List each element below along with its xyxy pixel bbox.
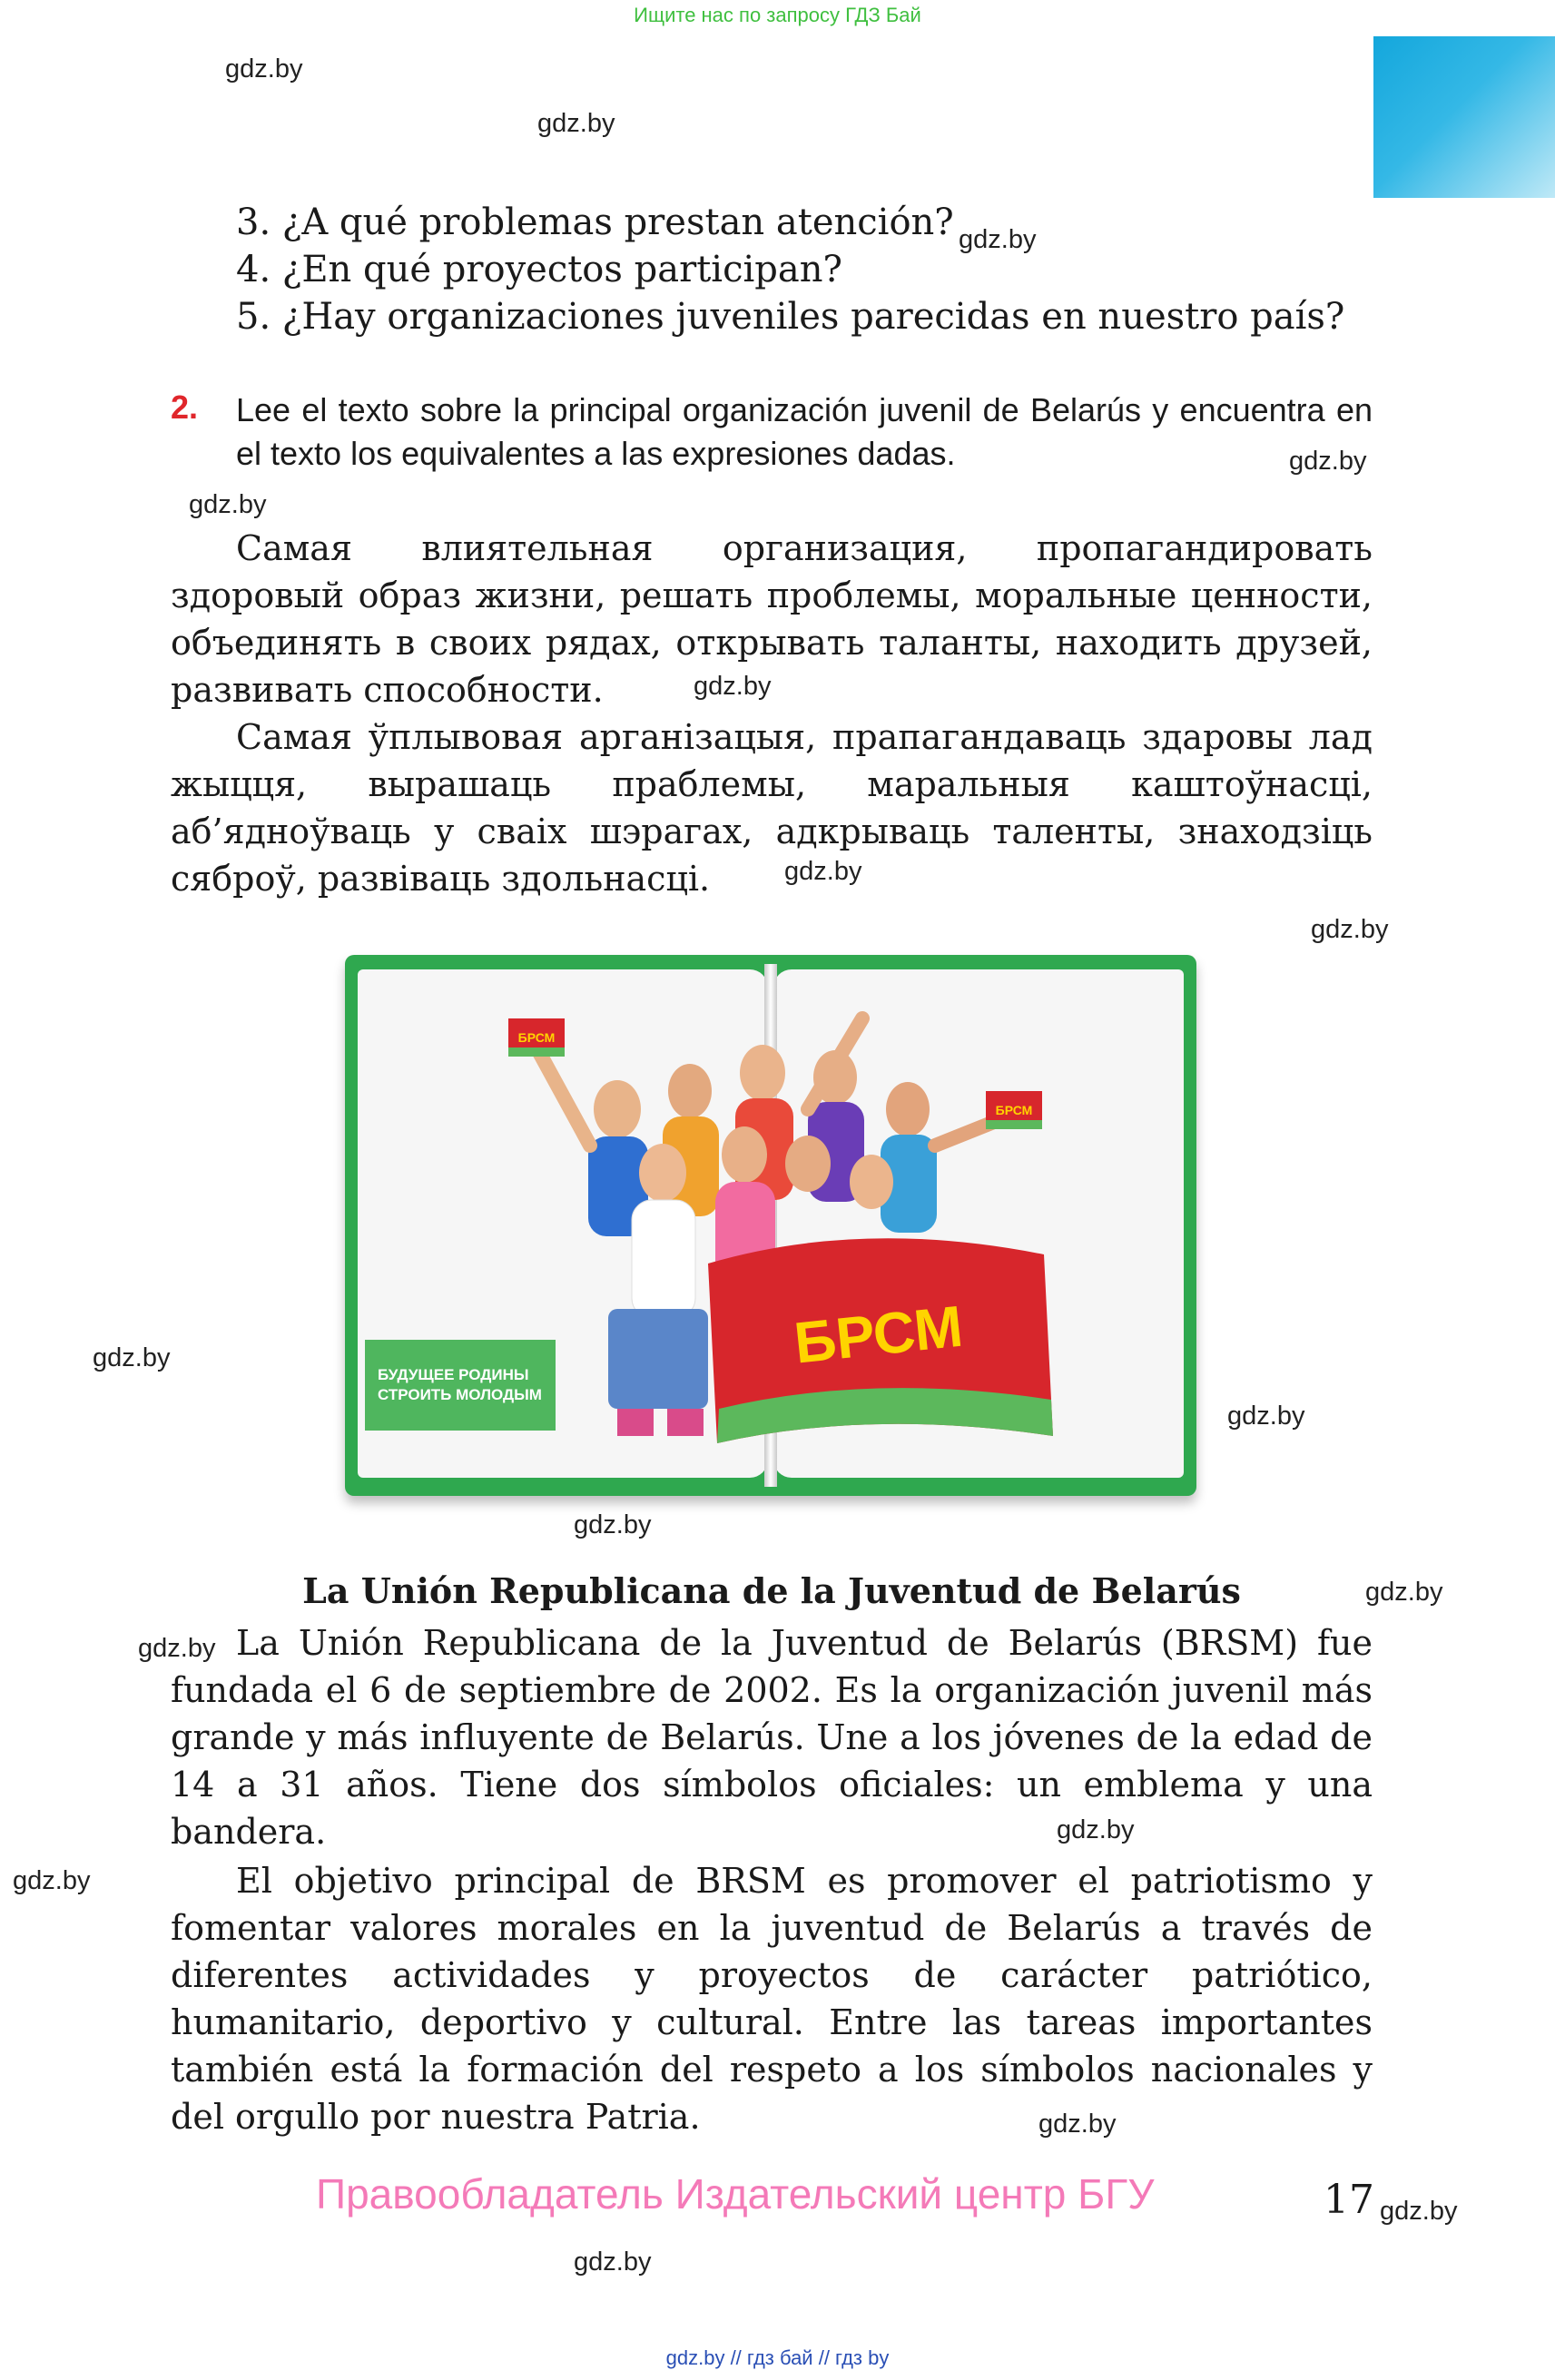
watermark: gdz.by bbox=[1311, 915, 1389, 944]
bottom-links[interactable]: gdz.by // гдз бай // гдз by bbox=[665, 2346, 890, 2369]
watermark: gdz.by bbox=[1380, 2197, 1458, 2226]
large-brsm-flag bbox=[708, 1238, 1053, 1443]
watermark: gdz.by bbox=[784, 857, 862, 886]
slogan-line-2: СТРОИТЬ МОЛОДЫМ bbox=[378, 1386, 542, 1403]
belarusian-expressions: Самая ўплывовая арганізацыя, прапагандаваць здаровы лад жыцця, вырашаць праблемы, маральныя каштоўнасці, аб’ядноўваць у сваіх шэрагах, адкрываць таленты, знаходзіць сяброў, развіваць здольнасці. bbox=[171, 717, 1373, 899]
task-instruction: Lee el texto sobre la principal organización juvenil de Belarús y encuentra en el texto los equivalentes a las expresiones dadas. bbox=[236, 391, 1373, 472]
watermark: gdz.by bbox=[93, 1343, 171, 1372]
text-heading: La Unión Republicana de la Juventud de Belarús bbox=[302, 1570, 1241, 1611]
spanish-paragraph-1: La Unión Republicana de la Juventud de Belarús (BRSM) fue fundada el 6 de septiembre de 2002. Es la organización juvenil más grande y más influyente de Belarús. Une a los jóvenes de la edad de 14 a 31 años. Tiene dos símbolos oficiales: un emblema y una bandera. bbox=[171, 1623, 1373, 1852]
watermark: gdz.by bbox=[1289, 447, 1367, 476]
watermark: gdz.by bbox=[189, 490, 267, 519]
watermark: gdz.by bbox=[225, 54, 303, 84]
small-flag-left bbox=[508, 1018, 565, 1057]
watermark: gdz.by bbox=[694, 672, 772, 701]
watermark: gdz.by bbox=[574, 2247, 652, 2277]
russian-expressions: Самая влиятельная организация, пропагандировать здоровый образ жизни, решать проблемы, моральные ценности, объединять в своих рядах, открывать таланты, находить друзей, развивать способности. bbox=[171, 528, 1373, 710]
spanish-paragraph-2: El objetivo principal de BRSM es promover el patriotismo y fomentar valores morales en la juventud de Belarús a través de diferentes actividades y proyectos de carácter patriótico, humanitario, deportivo y cultural. Entre las tareas importantes también está la formación del respeto a los símbolos nacionales y del orgullo por nuestra Patria. bbox=[171, 1861, 1373, 2137]
watermark: gdz.by bbox=[138, 1634, 216, 1663]
watermark: gdz.by bbox=[1038, 2110, 1117, 2139]
watermark: gdz.by bbox=[1057, 1815, 1135, 1844]
small-flag-right-text: БРСМ bbox=[995, 1103, 1033, 1117]
top-search-banner: Ищите нас по запросу ГДЗ Бай bbox=[634, 4, 921, 26]
small-flag-right bbox=[986, 1091, 1042, 1129]
watermark: gdz.by bbox=[13, 1866, 91, 1895]
task-number: 2. bbox=[171, 388, 199, 426]
watermark: gdz.by bbox=[959, 225, 1037, 254]
question-5: 5. ¿Hay organizaciones juveniles parecidas en nuestro país? bbox=[236, 296, 1345, 338]
page-number: 17 bbox=[1324, 2177, 1374, 2223]
youth-group-photo bbox=[481, 1009, 1062, 1445]
corner-decoration bbox=[1373, 36, 1555, 198]
copyright-footer: Правообладатель Издательский центр БГУ bbox=[316, 2170, 1155, 2218]
small-flag-left-text: БРСМ bbox=[517, 1030, 556, 1045]
watermark: gdz.by bbox=[1365, 1578, 1443, 1607]
question-4: 4. ¿En qué proyectos participan? bbox=[236, 249, 842, 290]
illustration-book bbox=[345, 955, 1196, 1496]
watermark: gdz.by bbox=[574, 1510, 652, 1539]
slogan-line-1: БУДУЩЕЕ РОДИНЫ bbox=[378, 1366, 529, 1383]
watermark: gdz.by bbox=[537, 109, 615, 138]
large-flag-text: БРСМ bbox=[791, 1293, 966, 1376]
question-3: 3. ¿A qué problemas prestan atención? bbox=[236, 202, 954, 243]
watermark: gdz.by bbox=[1227, 1401, 1305, 1431]
